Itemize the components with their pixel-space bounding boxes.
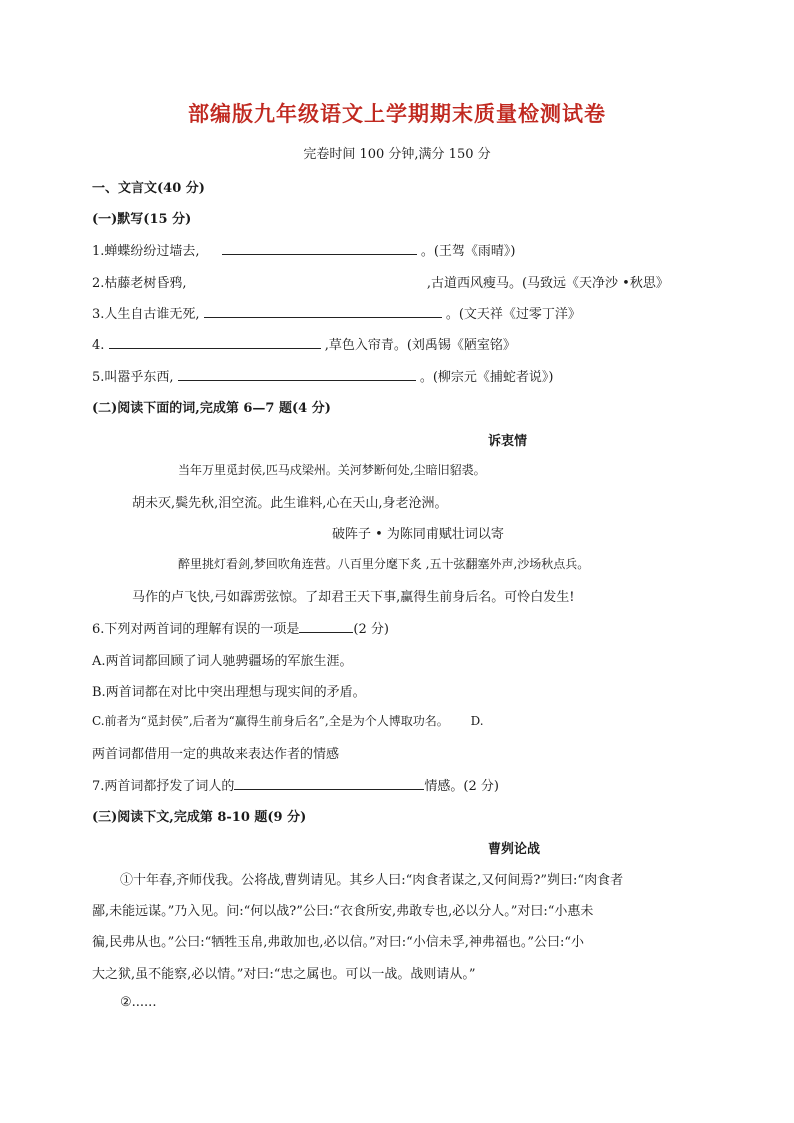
- poem2-line-1: 醉里挑灯看剑,梦回吹角连营。八百里分麾下炙 ,五十弦翻塞外声,沙场秋点兵。: [178, 557, 590, 571]
- exam-info: 完卷时间 100 分钟,满分 150 分: [303, 147, 491, 162]
- page-title: 部编版九年级语文上学期期末质量检测试卷: [188, 102, 606, 126]
- option-d-label: D.: [470, 714, 484, 728]
- poem1-line-2: 胡未灭,鬓先秋,泪空流。此生谁料,心在天山,身老沧洲。: [132, 496, 448, 511]
- answer-blank[interactable]: [204, 305, 442, 318]
- item-suffix: 。(文天祥《过零丁洋》: [445, 307, 581, 322]
- item-prefix: 4.: [92, 338, 105, 353]
- prose-line-1: ①十年春,齐师伐我。公将战,曹刿请见。其乡人曰:“肉食者谋之,又何间焉?”刿曰:“肉食者: [120, 873, 624, 888]
- item-suffix: 。(王驾《雨晴》): [420, 244, 516, 259]
- dictation-item-1: [92, 240, 515, 259]
- answer-blank[interactable]: [222, 242, 417, 255]
- question-7: [92, 775, 499, 794]
- question-6: [92, 618, 389, 637]
- option-b: B.两首词都在对比中突出理想与现实间的矛盾。: [92, 685, 366, 700]
- option-c: [92, 712, 484, 729]
- prose-line-4: 大之狱,虽不能察,必以情。”对曰:“忠之属也。可以一战。战则请从。”: [92, 967, 476, 982]
- item-suffix: ,古道西风瘦马。(马致远《天净沙 •秋思》: [426, 276, 669, 291]
- part-heading-prose: (三)阅读下文,完成第 8-10 题(9 分): [92, 810, 307, 825]
- question-text: 7.两首词都抒发了词人的: [92, 779, 235, 794]
- item-prefix: 5.叫嚣乎东西,: [92, 370, 174, 385]
- answer-blank[interactable]: [109, 336, 321, 349]
- poem-title-2: 破阵子 • 为陈同甫赋壮词以寄: [332, 527, 504, 542]
- item-prefix: 3.人生自古谁无死,: [92, 307, 200, 322]
- prose-paragraph-2: ②......: [120, 995, 157, 1010]
- part-heading-dictation: (一)默写(15 分): [92, 212, 192, 227]
- item-prefix: 1.蝉蝶纷纷过墙去,: [92, 244, 200, 259]
- item-prefix: 2.枯藤老树昏鸦,: [92, 276, 187, 291]
- answer-blank[interactable]: [299, 620, 353, 633]
- dictation-item-3: [92, 303, 581, 322]
- question-score: (2 分): [353, 622, 389, 637]
- dictation-item-5: [92, 366, 553, 385]
- poem1-line-1: 当年万里觅封侯,匹马戍梁州。关河梦断何处,尘暗旧貂裘。: [178, 463, 486, 477]
- section-heading: 一、文言文(40 分): [92, 181, 205, 196]
- prose-title: 曹刿论战: [488, 842, 541, 857]
- question-text: 6.下列对两首词的理解有误的一项是: [92, 622, 300, 637]
- option-a: A.两首词都回顾了词人驰骋疆场的军旅生涯。: [92, 654, 353, 669]
- prose-line-2: 鄙,未能远谋。”乃入见。问:“何以战?”公曰:“衣食所安,弗敢专也,必以分人。”对曰:“小惠未: [92, 904, 594, 919]
- option-d: 两首词都借用一定的典故来表达作者的情感: [92, 747, 340, 762]
- poem2-line-2: 马作的卢飞快,弓如霹雳弦惊。了却君王天下事,赢得生前身后名。可怜白发生!: [132, 590, 575, 605]
- prose-line-3: 徧,民弗从也。”公曰:“牺牲玉帛,弗敢加也,必以信。”对曰:“小信未孚,神弗福也。”公曰:“小: [92, 935, 585, 950]
- answer-blank[interactable]: [234, 777, 424, 790]
- part-heading-poems: (二)阅读下面的词,完成第 6—7 题(4 分): [92, 401, 331, 416]
- option-c-text: C.前者为“觅封侯”,后者为“赢得生前身后名”,全是为个人博取功名。: [92, 714, 449, 728]
- dictation-item-2: [92, 272, 669, 291]
- answer-blank[interactable]: [178, 368, 416, 381]
- dictation-item-4: [92, 334, 516, 353]
- item-suffix: ,草色入帘青。(刘禹锡《陋室铭》: [324, 338, 516, 353]
- question-suffix: 情感。(2 分): [424, 779, 499, 794]
- item-suffix: 。(柳宗元《捕蛇者说》): [419, 370, 554, 385]
- poem-title-1: 诉衷情: [488, 434, 528, 449]
